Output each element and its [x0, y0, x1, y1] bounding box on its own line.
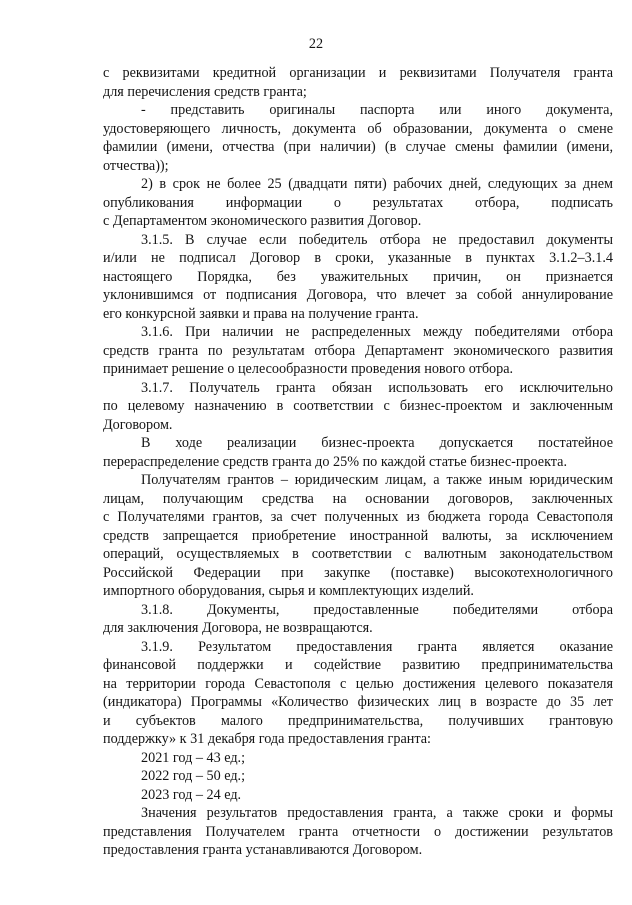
- text-line: 3.1.5. В случае если победитель отбора не предоставил документы: [141, 231, 613, 248]
- text-line: с Получателями грантов, за счет полученных из бюджета города Севастополя: [103, 509, 613, 525]
- text-line: 3.1.6. При наличии не распределенных между победителями отбора: [141, 324, 613, 340]
- text-line: Российской Федерации при закупке (поставке) высокотехнологичного: [103, 564, 613, 581]
- text-line: представления Получателем гранта отчетности о достижении результатов: [103, 823, 613, 840]
- text-line: 2022 год – 50 ед.;: [141, 768, 246, 784]
- text-line: (индикатора) Программы «Количество физических лиц в возрасте до 35 лет: [103, 694, 613, 710]
- text-line: Значения результатов предоставления гранта, а также сроки и формы: [141, 805, 613, 821]
- text-line: - представить оригиналы паспорта или иного документа,: [141, 102, 613, 118]
- text-line: с Департаментом экономического развития Договор.: [103, 213, 422, 229]
- text-line: отчества));: [103, 157, 169, 174]
- text-line: средств запрещается приобретение иностранной валюты, за исключением: [103, 527, 613, 544]
- text-line: 3.1.9. Результатом предоставления гранта является оказание: [141, 638, 613, 655]
- text-line: удостоверяющего личность, документа об образовании, документа о смене: [103, 120, 613, 137]
- text-line: настоящего Порядка, без уважительных причин, он признается: [103, 268, 613, 285]
- text-line: поддержку» к 31 декабря года предоставления гранта:: [103, 731, 431, 747]
- text-line: Получателям грантов – юридическим лицам, а также иным юридическим: [141, 472, 613, 488]
- text-line: 2021 год – 43 ед.;: [141, 749, 246, 766]
- text-line: перераспределение средств гранта до 25% по каждой статье бизнес-проекта.: [103, 453, 568, 470]
- text-line: с реквизитами кредитной организации и реквизитами Получателя гранта: [103, 65, 613, 81]
- text-line: и субъектов малого предпринимательства, получивших грантовую: [103, 712, 613, 729]
- page-number: 22: [308, 36, 324, 52]
- text-line: 3.1.7. Получатель гранта обязан использовать его исключительно: [141, 379, 613, 396]
- text-line: для перечисления средств гранта;: [103, 83, 307, 100]
- text-line: и/или не подписал Договор в сроки, указанные в пунктах 3.1.2–3.1.4: [103, 250, 613, 266]
- text-line: опубликования информации о результатах отбора, подписать: [103, 194, 613, 211]
- text-line: средств гранта по результатам отбора Департамент экономического развития: [103, 342, 613, 359]
- text-line: 2023 год – 24 ед.: [141, 786, 242, 803]
- text-line: импортного оборудования, сырья и комплектующих изделий.: [103, 583, 474, 599]
- document-body: [103, 64, 613, 860]
- text-line: для заключения Договора, не возвращаются.: [103, 620, 373, 636]
- text-line: его конкурсной заявки и права на получение гранта.: [103, 305, 419, 322]
- text-line: фамилии (имени, отчества (при наличии) (в случае смены фамилии (имени,: [103, 139, 613, 155]
- text-line: 2) в срок не более 25 (двадцати пяти) рабочих дней, следующих за днем: [141, 176, 613, 192]
- text-line: операций, осуществляемых в соответствии с валютным законодательством: [103, 546, 613, 562]
- text-line: финансовой поддержки и содействие развитию предпринимательства: [103, 657, 613, 673]
- text-line: В ходе реализации бизнес-проекта допускается постатейное: [141, 435, 613, 451]
- text-line: принимает решение о целесообразности проведения нового отбора.: [103, 361, 514, 377]
- text-line: по целевому назначению в соответствии с бизнес-проектом и заключенным: [103, 398, 613, 414]
- text-line: предоставления гранта устанавливаются Договором.: [103, 842, 423, 858]
- text-line: 3.1.8. Документы, предоставленные победителями отбора: [141, 601, 613, 618]
- text-line: Договором.: [103, 416, 173, 433]
- text-line: на территории города Севастополя с целью достижения целевого показателя: [103, 675, 613, 692]
- text-line: лицам, получающим средства на основании договоров, заключенных: [103, 490, 613, 507]
- text-line: уклонившимся от подписания Договора, что влечет за собой аннулирование: [103, 287, 613, 303]
